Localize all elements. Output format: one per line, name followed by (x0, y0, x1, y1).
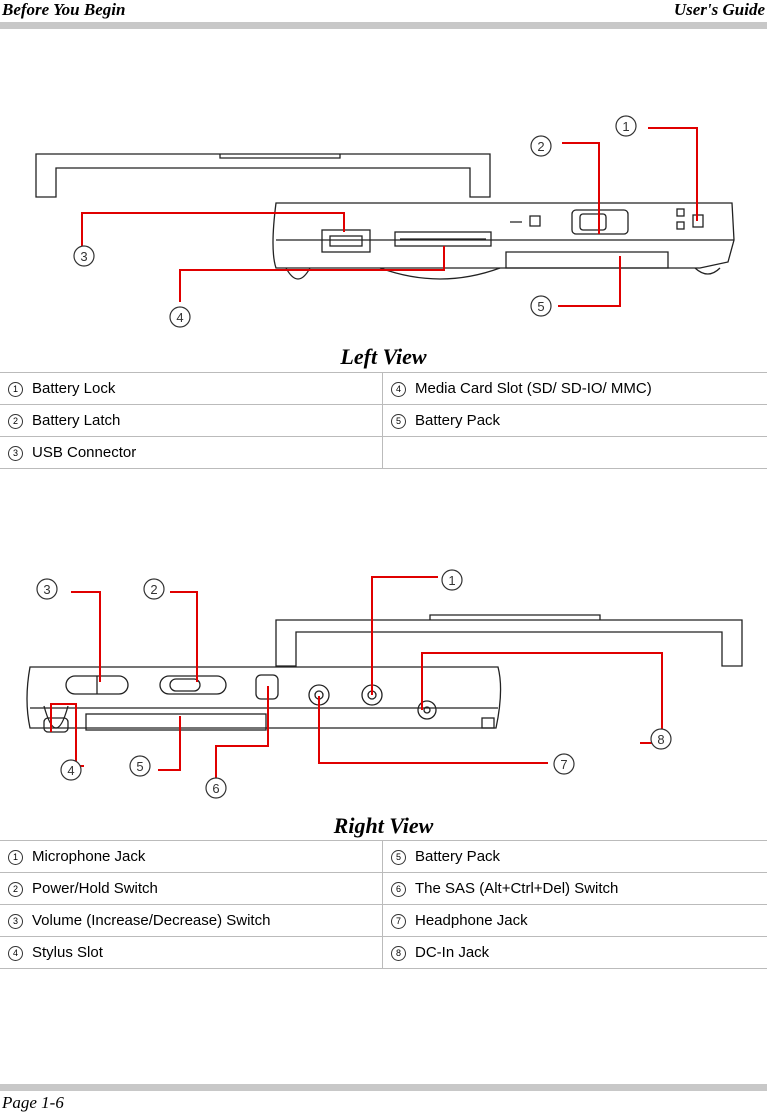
left-view-legend (0, 372, 767, 469)
legend-cell: 3 USB Connector (0, 437, 383, 469)
legend-cell: 5 Battery Pack (383, 405, 767, 437)
svg-text:8: 8 (657, 732, 665, 747)
guide-title: User's Guide (673, 0, 765, 19)
svg-text:2: 2 (150, 582, 158, 597)
legend-cell: 5 Battery Pack (383, 841, 767, 873)
table-row (0, 405, 767, 437)
svg-text:4: 4 (176, 310, 184, 325)
right-callout-7 (554, 754, 574, 774)
table-row (0, 841, 767, 873)
chapter-title: Before You Begin (2, 0, 126, 19)
svg-text:1: 1 (622, 119, 630, 134)
right-callout-6 (206, 778, 226, 798)
left-callout-2 (531, 136, 551, 156)
svg-text:6: 6 (212, 781, 220, 796)
legend-cell: 4 Media Card Slot (SD/ SD-IO/ MMC) (383, 373, 767, 405)
svg-text:3: 3 (43, 582, 51, 597)
legend-cell: 6 The SAS (Alt+Ctrl+Del) Switch (383, 873, 767, 905)
left-callout-5 (531, 296, 551, 316)
svg-text:5: 5 (136, 759, 144, 774)
right-view-diagram (0, 510, 767, 810)
svg-text:4: 4 (67, 763, 75, 778)
left-view-diagram (0, 0, 767, 335)
table-row (0, 437, 767, 469)
footer-rule (0, 1084, 767, 1091)
legend-cell: 1 Microphone Jack (0, 841, 383, 873)
right-callout-3 (37, 579, 57, 599)
legend-cell: 1 Battery Lock (0, 373, 383, 405)
table-row (0, 373, 767, 405)
page-number: Page 1-6 (2, 1093, 64, 1112)
legend-cell: 2 Power/Hold Switch (0, 873, 383, 905)
right-view-caption: Right View (333, 813, 434, 838)
legend-cell: 2 Battery Latch (0, 405, 383, 437)
svg-text:5: 5 (537, 299, 545, 314)
legend-cell: 3 Volume (Increase/Decrease) Switch (0, 905, 383, 937)
table-row (0, 873, 767, 905)
left-callout-1 (616, 116, 636, 136)
table-row (0, 937, 767, 969)
left-callout-3 (74, 246, 94, 266)
legend-cell: 7 Headphone Jack (383, 905, 767, 937)
right-callout-4 (61, 760, 81, 780)
right-callout-8 (651, 729, 671, 749)
svg-text:2: 2 (537, 139, 545, 154)
right-callout-2 (144, 579, 164, 599)
svg-text:1: 1 (448, 573, 456, 588)
svg-text:3: 3 (80, 249, 88, 264)
right-view-legend (0, 840, 767, 969)
left-callout-4 (170, 307, 190, 327)
right-callout-1 (442, 570, 462, 590)
table-row (0, 905, 767, 937)
legend-cell-empty (383, 437, 767, 469)
legend-cell: 4 Stylus Slot (0, 937, 383, 969)
legend-cell: 8 DC-In Jack (383, 937, 767, 969)
left-view-caption: Left View (340, 344, 427, 369)
svg-text:7: 7 (560, 757, 568, 772)
right-callout-5 (130, 756, 150, 776)
